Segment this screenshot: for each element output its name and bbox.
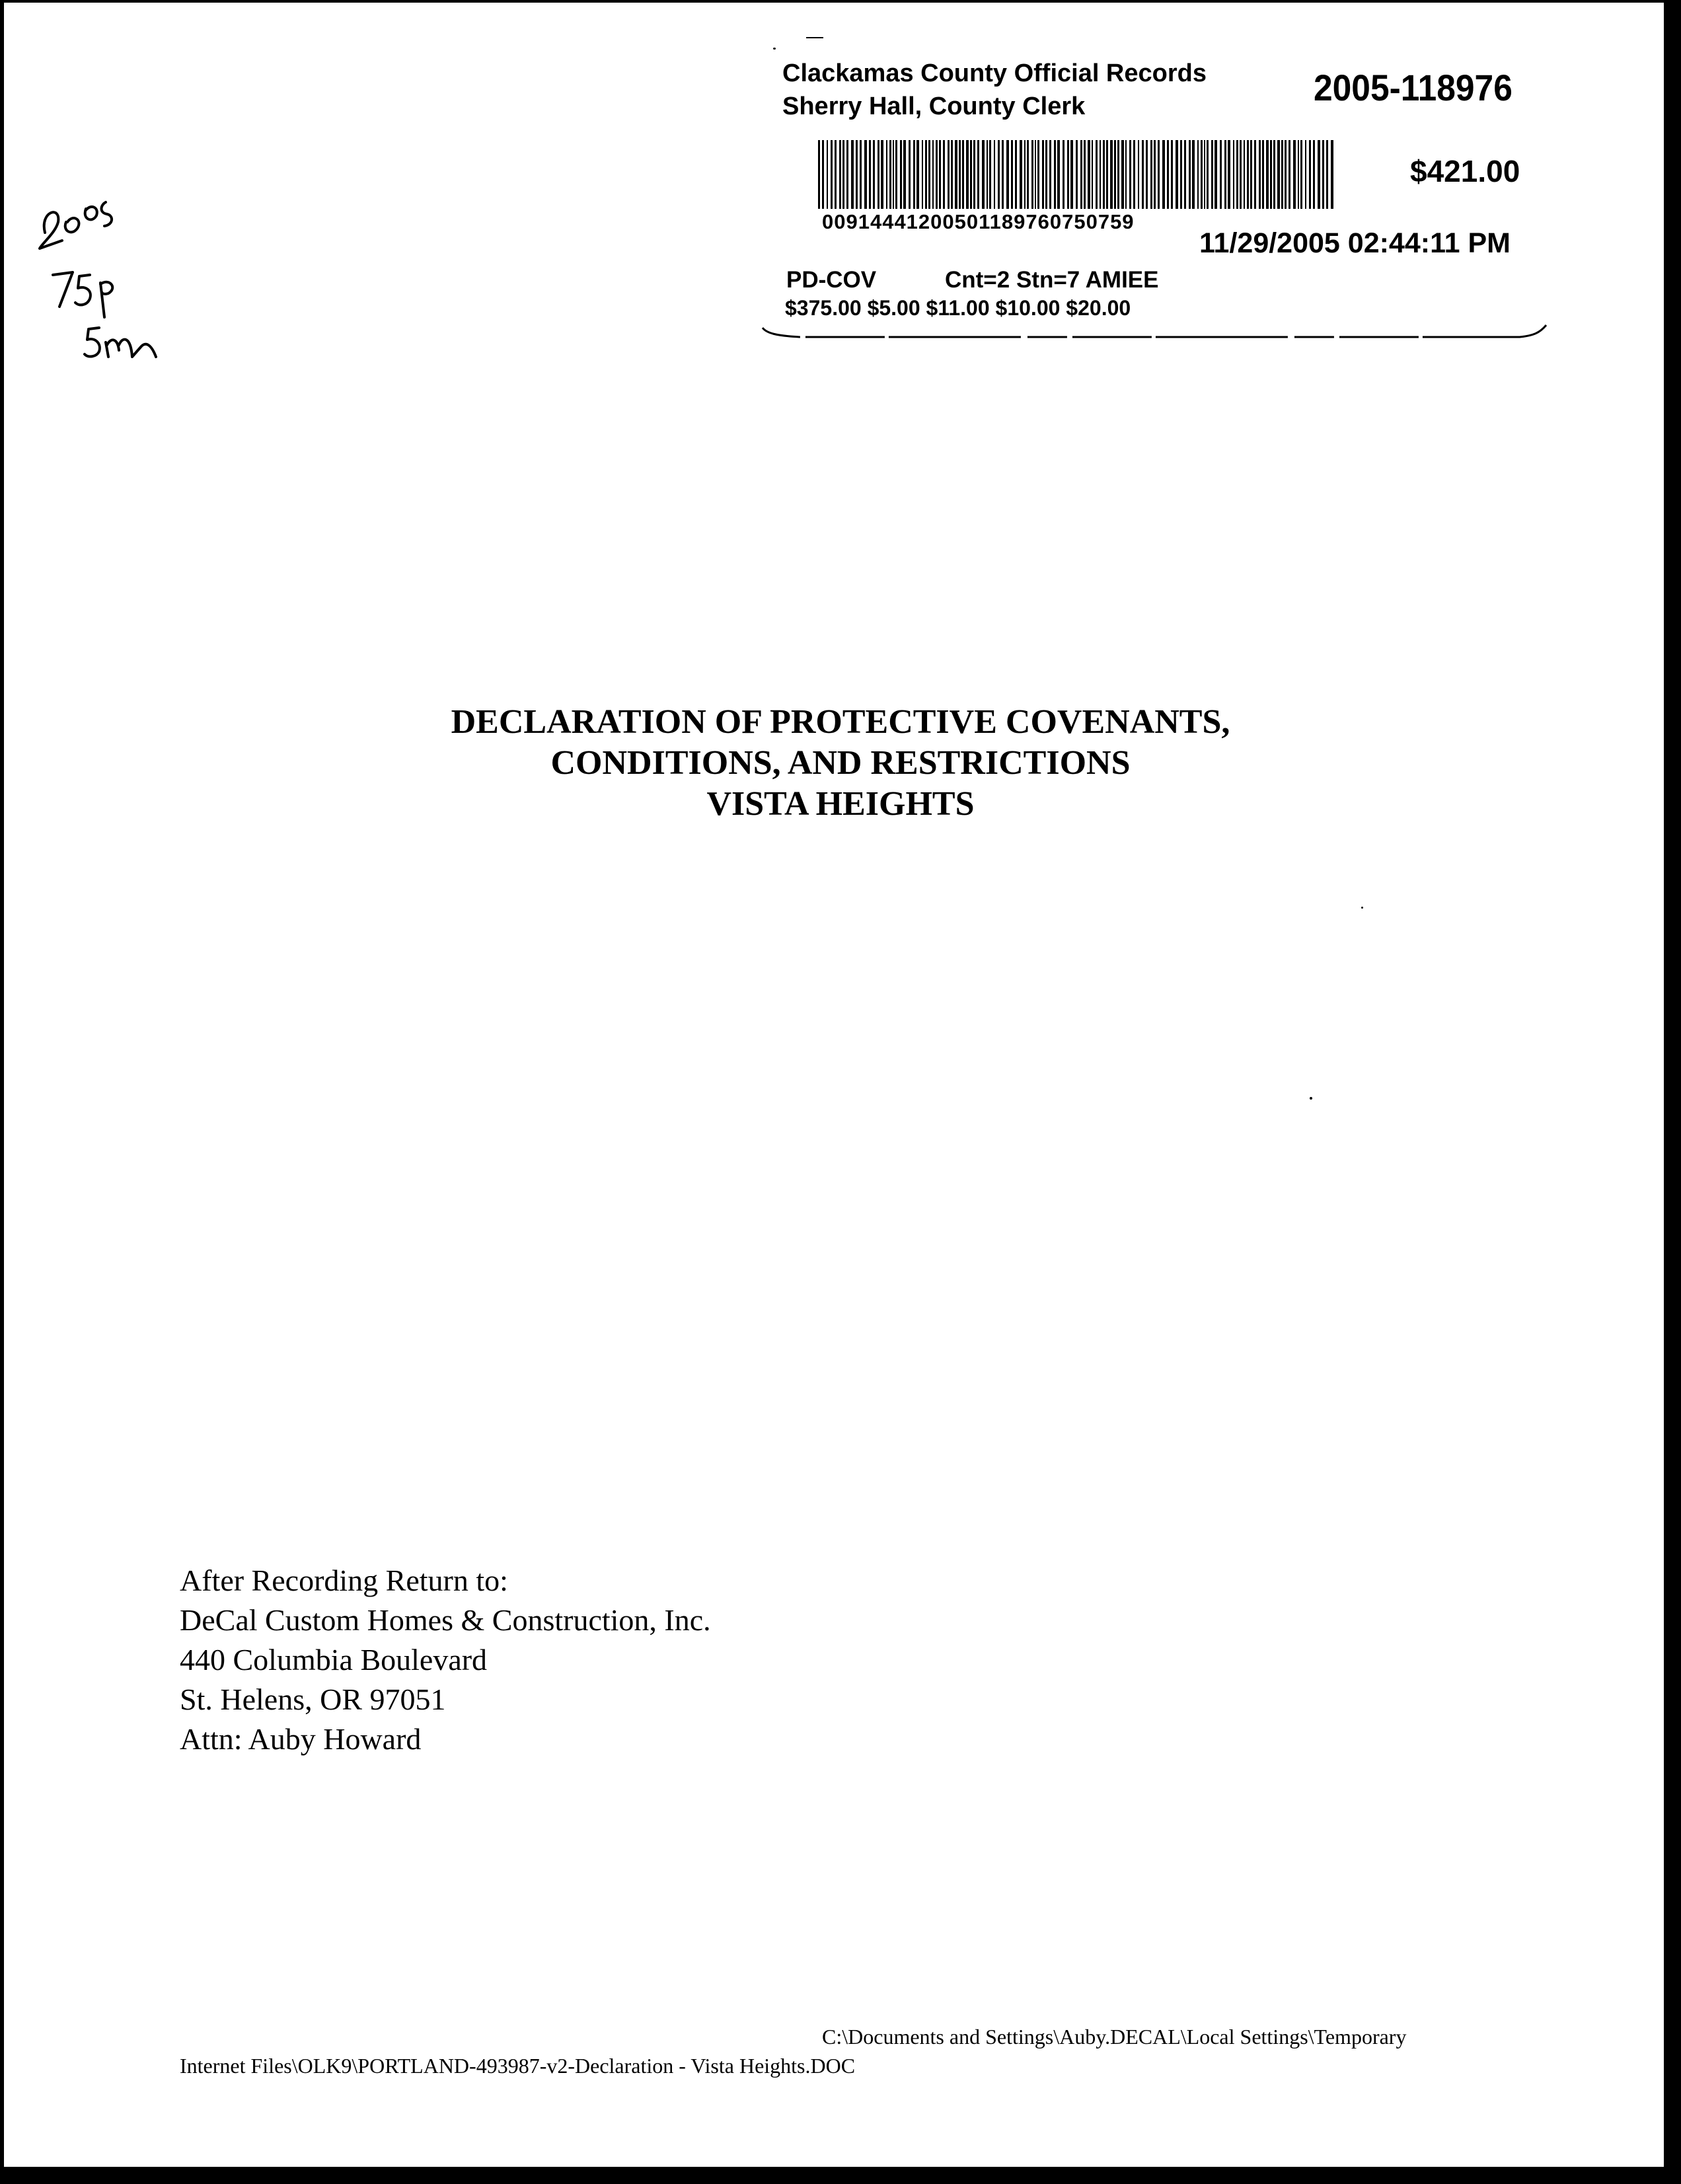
barcode-bar	[951, 140, 953, 209]
barcode-bar	[1063, 140, 1065, 209]
barcode-bar	[936, 140, 938, 209]
barcode-bar	[1233, 140, 1234, 209]
return-street: 440 Columbia Boulevard	[180, 1643, 488, 1676]
return-attention: Attn: Auby Howard	[180, 1722, 422, 1756]
barcode-bar	[962, 140, 964, 209]
barcode-bar	[822, 140, 824, 209]
barcode-bar	[966, 140, 969, 209]
barcode-bar	[1080, 140, 1082, 209]
return-city-state-zip: St. Helens, OR 97051	[180, 1682, 446, 1716]
document-title	[0, 702, 1681, 825]
barcode-bar	[1106, 140, 1108, 209]
return-company: DeCal Custom Homes & Construction, Inc.	[180, 1603, 711, 1637]
barcode-bar	[943, 140, 945, 209]
barcode-bar	[1266, 140, 1269, 209]
fee-breakdown: $375.00 $5.00 $11.00 $10.00 $20.00	[785, 296, 1131, 320]
barcode-bar	[1201, 140, 1203, 209]
barcode-bar	[1207, 140, 1209, 209]
barcode-bar	[994, 140, 995, 209]
barcode-bar	[1110, 140, 1113, 209]
barcode-bar	[948, 140, 950, 209]
scan-speck	[806, 37, 823, 38]
barcode-bar	[878, 140, 879, 209]
barcode-bar	[1027, 140, 1029, 209]
barcode-bar	[1277, 140, 1280, 209]
barcode-bar	[1031, 140, 1033, 209]
barcode-bar	[860, 140, 862, 209]
barcode-bar	[1045, 140, 1047, 209]
recording-timestamp: 11/29/2005 02:44:11 PM	[1199, 227, 1511, 259]
barcode-bar	[1228, 140, 1230, 209]
barcode-bar	[998, 140, 1000, 209]
handwriting-2005	[40, 202, 112, 248]
barcode-bar	[1015, 140, 1017, 209]
barcode-bar	[1121, 140, 1124, 209]
barcode-bar	[982, 140, 985, 209]
barcode-bar	[1171, 140, 1173, 209]
barcode-bar	[842, 140, 844, 209]
barcode-bar	[916, 140, 919, 209]
barcode-bar	[1042, 140, 1044, 209]
barcode-bar	[1189, 140, 1191, 209]
barcode-bar	[1150, 140, 1152, 209]
barcode-bar	[846, 140, 848, 209]
barcode-bar	[895, 140, 897, 209]
barcode-bar	[900, 140, 902, 209]
barcode-bar	[1220, 140, 1222, 209]
file-path-line-1: C:\Documents and Settings\Auby.DECAL\Local Settings\Temporary	[822, 2025, 1407, 2049]
barcode-bar	[818, 140, 820, 209]
barcode-bar	[1259, 140, 1261, 209]
barcode-bar	[1240, 140, 1242, 209]
barcode-bar	[1037, 140, 1039, 209]
barcode-bar	[1214, 140, 1217, 209]
title-line-3: VISTA HEIGHTS	[706, 785, 975, 823]
barcode-bar	[851, 140, 854, 209]
barcode-bar	[1180, 140, 1182, 209]
barcode-bar	[1100, 140, 1101, 209]
file-path-line-2: Internet Files\OLK9\PORTLAND-493987-v2-Declaration - Vista Heights.DOC	[180, 2054, 856, 2078]
barcode-bar	[1049, 140, 1051, 209]
barcode-bar	[1197, 140, 1199, 209]
barcode-bar	[1305, 140, 1306, 209]
barcode-bar	[1224, 140, 1226, 209]
barcode-bar	[989, 140, 991, 209]
barcode-bar	[1103, 140, 1105, 209]
handwritten-notes	[26, 159, 198, 396]
barcode-bar	[1293, 140, 1296, 209]
barcode-bar	[1289, 140, 1290, 209]
barcode-bar	[839, 140, 841, 209]
barcode-bar	[1331, 140, 1333, 209]
barcode-bar	[1133, 140, 1135, 209]
document-type-code: PD-COV	[786, 267, 877, 293]
barcode-bar	[893, 140, 894, 209]
barcode-bar	[1326, 140, 1328, 209]
barcode-bar	[922, 140, 923, 209]
barcode-bar	[987, 140, 988, 209]
barcode-bar	[886, 140, 887, 209]
barcode-bar	[1211, 140, 1213, 209]
barcode-bar	[1154, 140, 1156, 209]
barcode-bar	[1250, 140, 1252, 209]
barcode-bar	[1088, 140, 1090, 209]
barcode	[818, 140, 1333, 209]
barcode-bar	[1142, 140, 1144, 209]
barcode-bar	[1092, 140, 1093, 209]
return-heading: After Recording Return to:	[180, 1563, 508, 1597]
barcode-bar	[932, 140, 934, 209]
barcode-bar	[881, 140, 883, 209]
scan-speck	[773, 48, 776, 50]
count-station-info: Cnt=2 Stn=7 AMIEE	[945, 267, 1159, 293]
barcode-bar	[1322, 140, 1324, 209]
barcode-bar	[889, 140, 891, 209]
barcode-bar	[1002, 140, 1004, 209]
barcode-bar	[939, 140, 941, 209]
county-clerk-name: Sherry Hall, County Clerk	[782, 93, 1086, 120]
scan-speck	[1310, 1097, 1312, 1100]
return-address-block	[180, 1561, 711, 1759]
barcode-bar	[1204, 140, 1205, 209]
barcode-number: 00914441200501189760750759	[822, 210, 1135, 233]
barcode-bar	[1054, 140, 1056, 209]
record-number: 2005-118976	[1314, 67, 1513, 108]
barcode-bar	[1129, 140, 1131, 209]
barcode-bar	[903, 140, 906, 209]
barcode-bar	[873, 140, 875, 209]
barcode-bar	[1262, 140, 1264, 209]
barcode-bar	[864, 140, 867, 209]
barcode-bar	[1192, 140, 1195, 209]
barcode-bar	[1020, 140, 1022, 209]
barcode-bar	[909, 140, 911, 209]
barcode-bar	[1096, 140, 1098, 209]
barcode-bar	[1254, 140, 1256, 209]
barcode-bar	[1270, 140, 1272, 209]
barcode-bar	[1281, 140, 1283, 209]
barcode-bar	[1247, 140, 1249, 209]
barcode-bar	[827, 140, 828, 209]
barcode-bar	[1273, 140, 1275, 209]
barcode-bar	[1176, 140, 1178, 209]
barcode-bar	[1244, 140, 1245, 209]
barcode-bar	[1236, 140, 1238, 209]
barcode-bar	[1138, 140, 1139, 209]
barcode-bar	[1084, 140, 1086, 209]
barcode-bar	[1117, 140, 1119, 209]
barcode-bar	[1167, 140, 1169, 209]
barcode-bar	[1298, 140, 1299, 209]
barcode-bar	[1125, 140, 1127, 209]
title-line-1: DECLARATION OF PROTECTIVE COVENANTS,	[451, 703, 1230, 741]
barcode-bar	[1076, 140, 1078, 209]
barcode-bar	[1285, 140, 1287, 209]
barcode-bar	[925, 140, 927, 209]
barcode-bar	[831, 140, 833, 209]
barcode-bar	[1067, 140, 1069, 209]
recording-amount: $421.00	[1410, 154, 1520, 188]
barcode-bar	[970, 140, 972, 209]
barcode-bar	[977, 140, 979, 209]
barcode-bar	[1070, 140, 1073, 209]
barcode-bar	[869, 140, 871, 209]
barcode-bar	[913, 140, 915, 209]
county-records-title: Clackamas County Official Records	[782, 59, 1207, 87]
barcode-bar	[1057, 140, 1060, 209]
barcode-bar	[1158, 140, 1160, 209]
barcode-bar	[835, 140, 837, 209]
handwriting-5m	[85, 328, 156, 357]
barcode-bar	[1318, 140, 1320, 209]
barcode-bar	[973, 140, 975, 209]
barcode-bar	[856, 140, 858, 209]
barcode-bar	[1035, 140, 1036, 209]
barcode-bar	[928, 140, 930, 209]
barcode-bar	[1162, 140, 1165, 209]
title-line-2: CONDITIONS, AND RESTRICTIONS	[550, 744, 1131, 782]
stamp-underline	[760, 311, 1553, 350]
barcode-bar	[1011, 140, 1013, 209]
barcode-bar	[959, 140, 961, 209]
barcode-bar	[1313, 140, 1315, 209]
barcode-bar	[1184, 140, 1186, 209]
handwriting-75p	[53, 272, 112, 317]
barcode-bar	[1114, 140, 1116, 209]
barcode-bar	[1300, 140, 1302, 209]
barcode-bar	[955, 140, 957, 209]
scan-speck	[1361, 907, 1363, 909]
barcode-bar	[1006, 140, 1009, 209]
barcode-bar	[1309, 140, 1311, 209]
barcode-bar	[1024, 140, 1026, 209]
barcode-bar	[1146, 140, 1148, 209]
